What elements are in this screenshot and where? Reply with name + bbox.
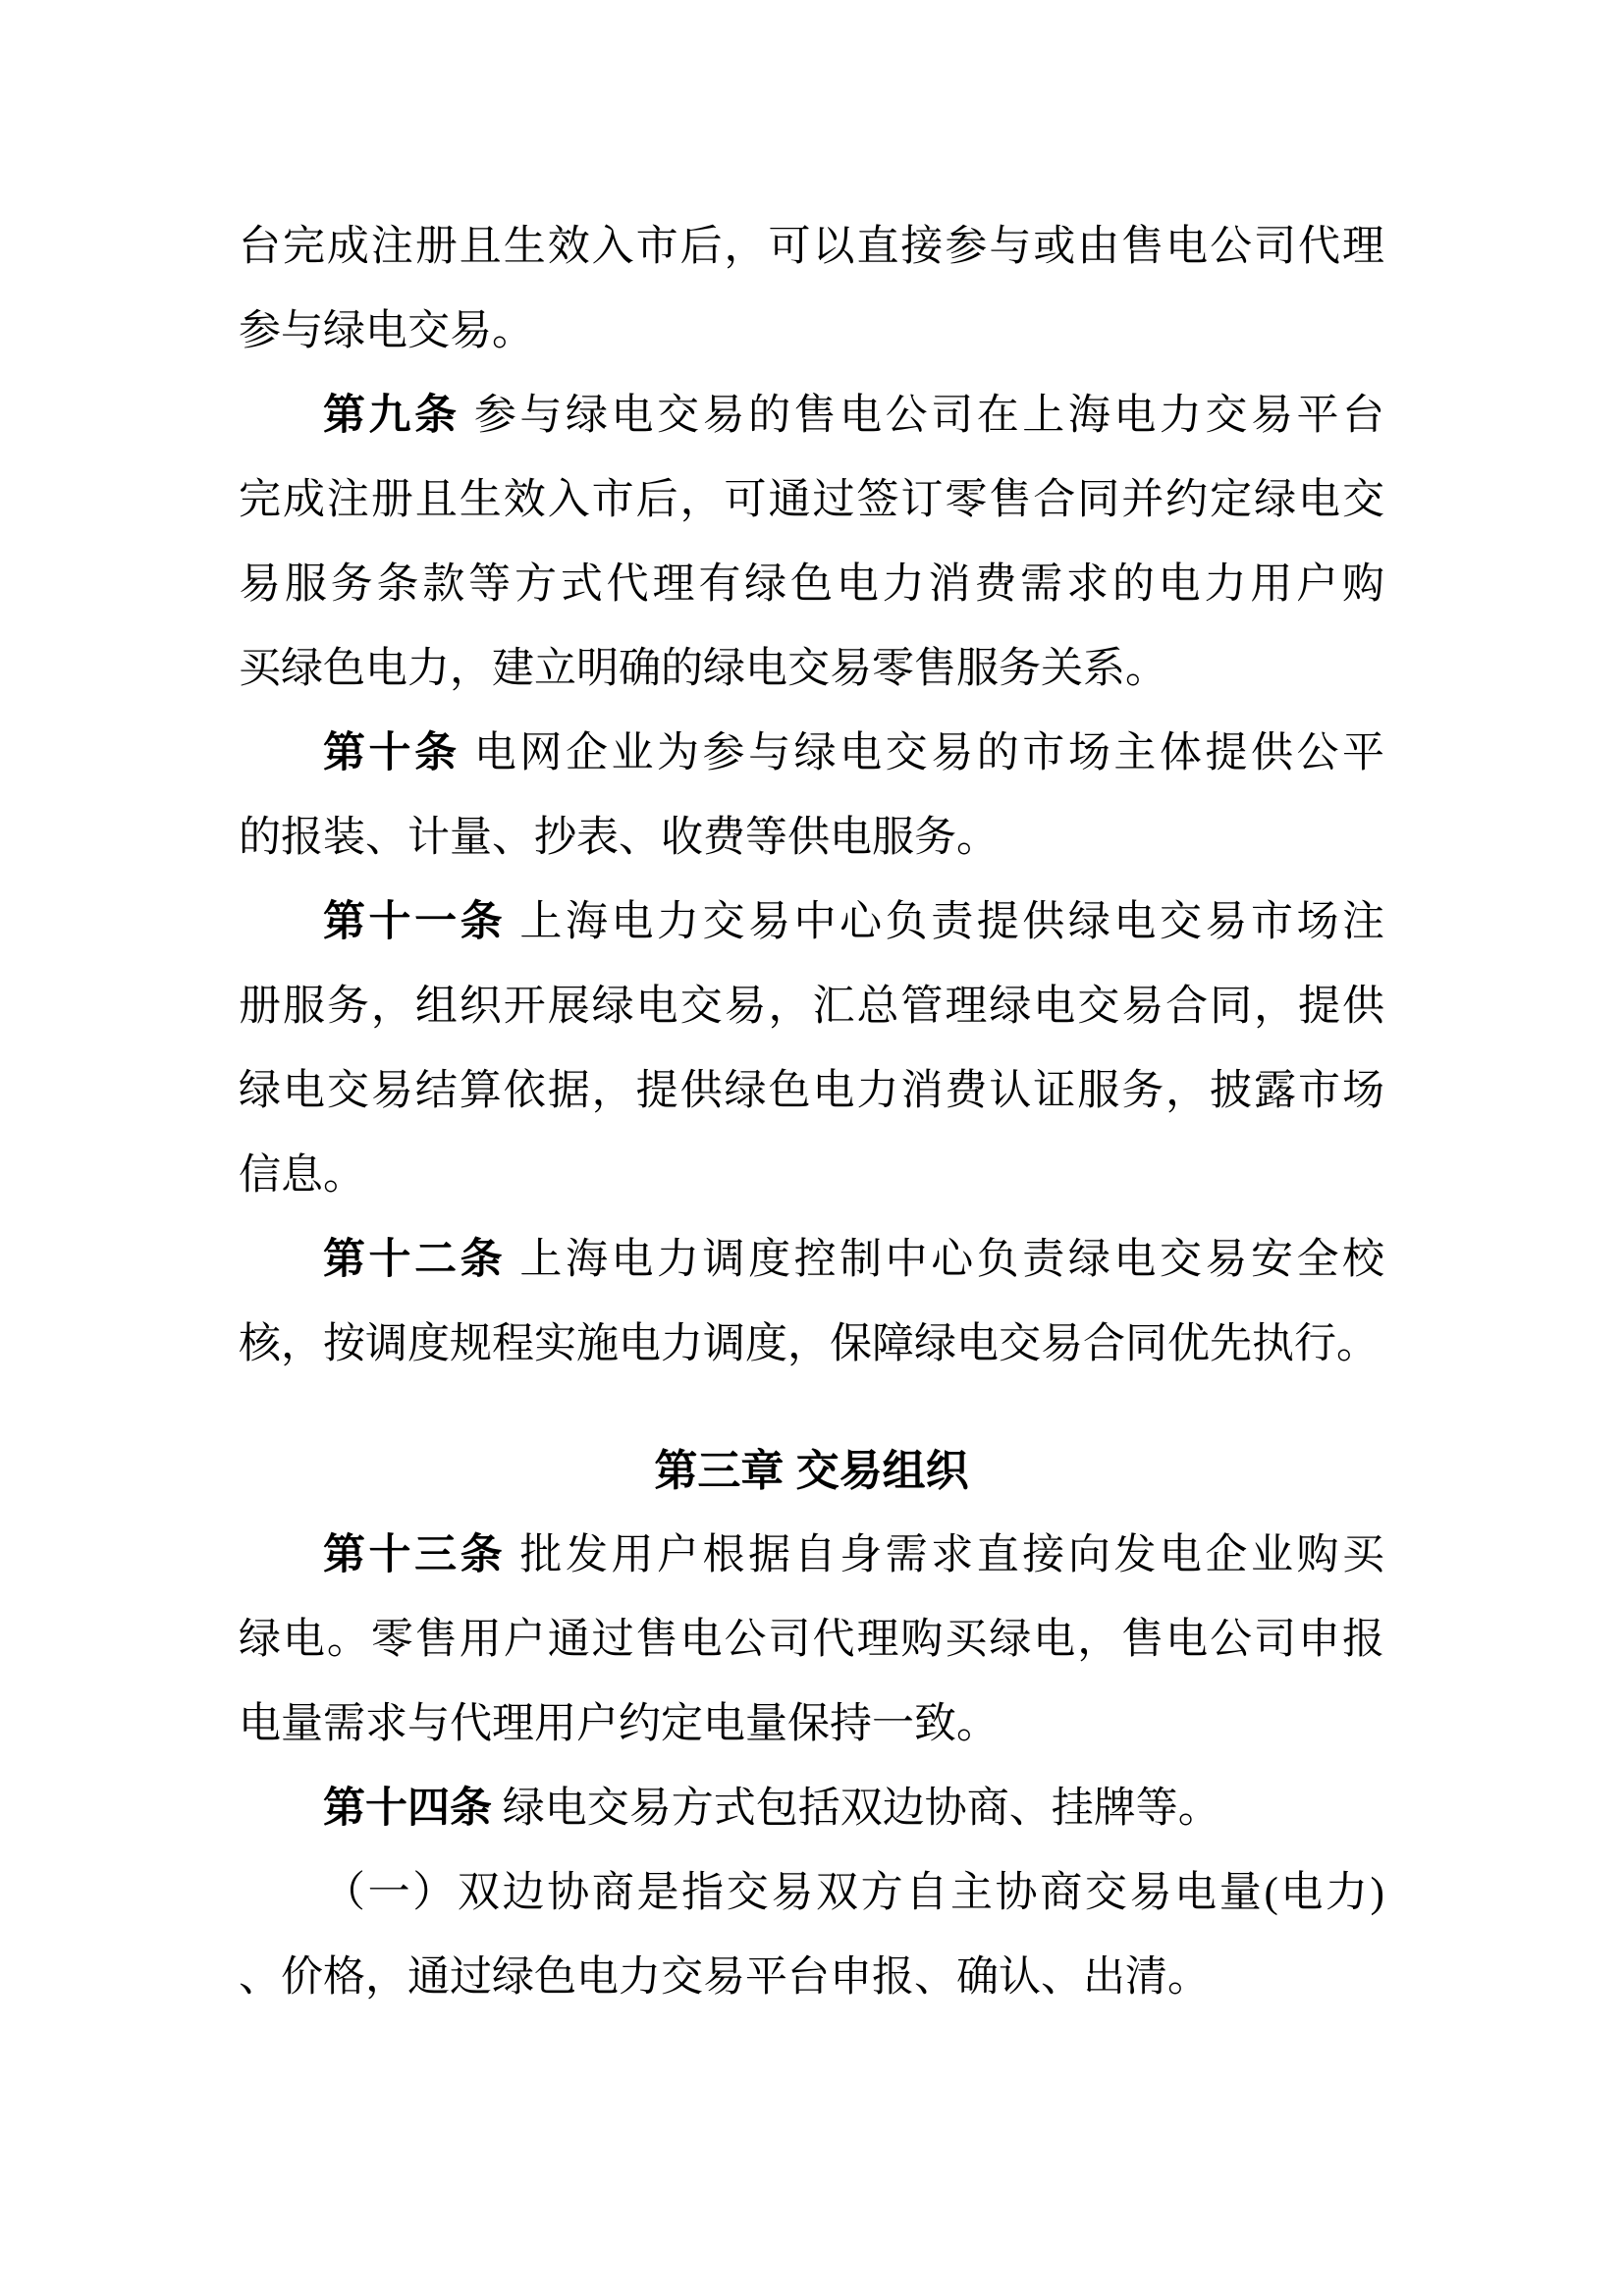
article-label: 第十一条 xyxy=(323,899,507,945)
chapter-heading: 第三章 交易组织 xyxy=(654,1447,969,1495)
body-line: 绿电交易结算依据，提供绿色电力消费认证服务，披露市场 xyxy=(239,1068,1384,1114)
body-line: 、价格，通过绿色电力交易平台申报、确认、出清。 xyxy=(239,1954,1210,2001)
article-label: 第十二条 xyxy=(323,1237,507,1283)
document-body xyxy=(239,205,1384,2020)
article-label: 第九条 xyxy=(323,393,460,439)
body-line: 册服务，组织开展绿电交易，汇总管理绿电交易合同，提供 xyxy=(239,984,1384,1030)
body-line: 信息。 xyxy=(239,1152,365,1199)
article-text: 上海电力交易中心负责提供绿电交易市场注 xyxy=(506,899,1385,945)
body-line xyxy=(239,1218,1384,1303)
body-line xyxy=(239,1514,1384,1598)
article-text: 绿电交易方式包括双边协商、挂牌等。 xyxy=(492,1786,1220,1832)
article-text: 上海电力调度控制中心负责绿电交易安全校 xyxy=(506,1237,1385,1283)
body-line xyxy=(239,712,1384,796)
body-line: 参与绿电交易。 xyxy=(239,308,534,354)
body-line: 易服务条款等方式代理有绿色电力消费需求的电力用户购 xyxy=(239,561,1384,608)
article-label: 第十四条 xyxy=(323,1786,492,1832)
body-line: 买绿色电力，建立明确的绿电交易零售服务关系。 xyxy=(239,646,1167,692)
article-label: 第十三条 xyxy=(323,1532,507,1578)
body-line: 台完成注册且生效入市后，可以直接参与或由售电公司代理 xyxy=(239,224,1384,270)
body-line xyxy=(239,374,1384,458)
article-text: 批发用户根据自身需求直接向发电企业购买 xyxy=(506,1532,1385,1578)
body-line: 核，按调度规程实施电力调度，保障绿电交易合同优先执行。 xyxy=(239,1321,1379,1367)
body-line: 的报装、计量、抄表、收费等供电服务。 xyxy=(239,815,999,861)
article-text: 参与绿电交易的售电公司在上海电力交易平台 xyxy=(460,393,1385,439)
body-line xyxy=(239,1767,1384,1851)
body-line: 电量需求与代理用户约定电量保持一致。 xyxy=(239,1701,999,1747)
article-label: 第十条 xyxy=(323,730,460,776)
body-line: 完成注册且生效入市后，可通过签订零售合同并约定绿电交 xyxy=(239,477,1384,523)
body-line: （一）双边协商是指交易双方自主协商交易电量(电力) xyxy=(323,1870,1384,1916)
body-line xyxy=(239,881,1384,965)
body-line: 绿电。零售用户通过售电公司代理购买绿电，售电公司申报 xyxy=(239,1617,1384,1663)
article-text: 电网企业为参与绿电交易的市场主体提供公平 xyxy=(460,730,1385,776)
